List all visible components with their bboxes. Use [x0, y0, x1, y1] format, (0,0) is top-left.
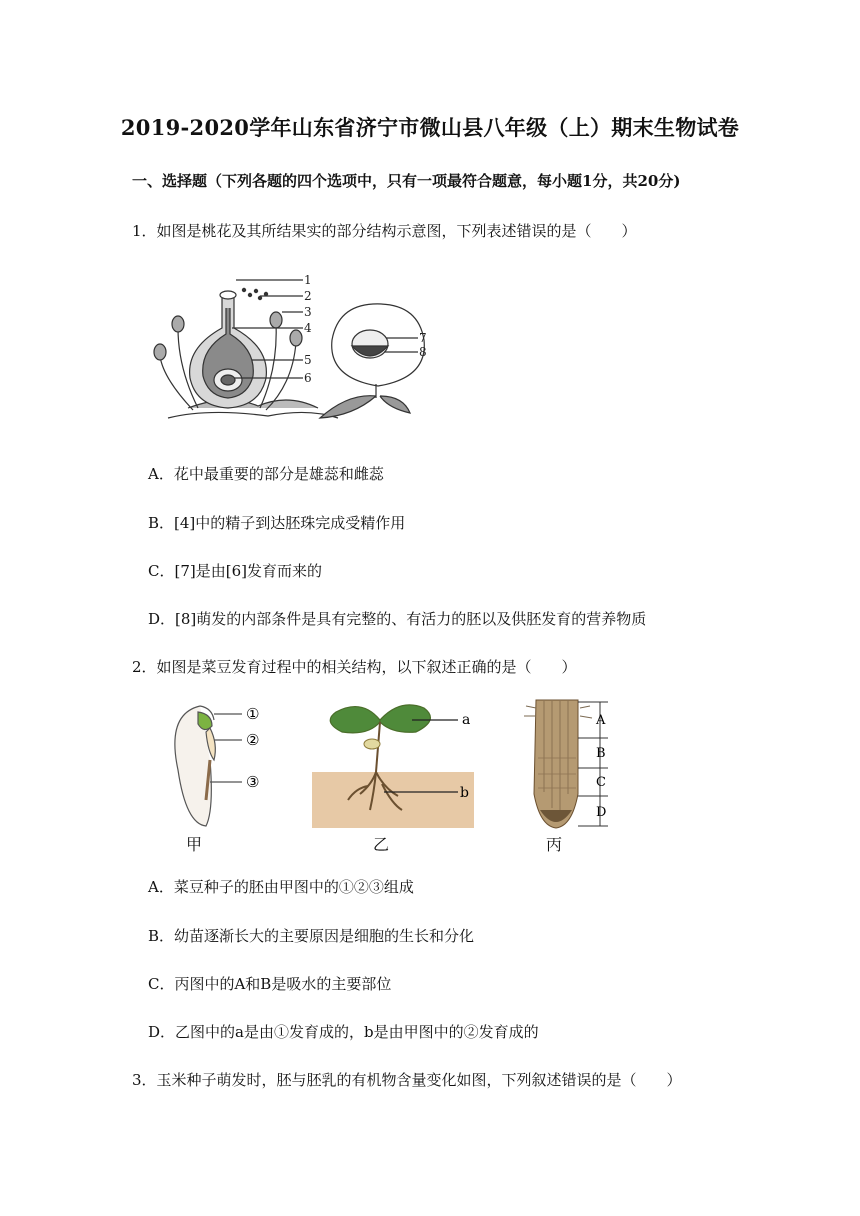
question-1-stem: 1．如图是桃花及其所结果实的部分结构示意图，下列表述错误的是（ ） — [132, 222, 637, 240]
question-2-stem: 2．如图是菜豆发育过程中的相关结构，以下叙述正确的是（ ） — [132, 658, 577, 676]
bing-label-d: D — [596, 805, 607, 820]
bing-label-b: B — [596, 746, 606, 761]
section-heading: 一、选择题（下列各题的四个选项中，只有一项最符合题意，每小题1分，共20分) — [132, 172, 681, 190]
jia-label-1: ① — [246, 705, 260, 723]
caption-jia: 甲 — [186, 835, 203, 854]
bing-label-c: C — [596, 775, 606, 790]
flower-fruit-diagram — [148, 268, 438, 428]
bean-diagram-yi — [312, 700, 482, 830]
flower-label-5: 5 — [304, 353, 312, 367]
question-3-stem: 3．玉米种子萌发时，胚与胚乳的有机物含量变化如图，下列叙述错误的是（ ） — [132, 1071, 682, 1089]
flower-label-3: 3 — [304, 305, 312, 319]
q2-option-d: D．乙图中的a是由①发育成的，b是由甲图中的②发育成的 — [148, 1023, 539, 1041]
fruit-label-7: 7 — [419, 331, 427, 345]
q1-option-b: B．[4]中的精子到达胚珠完成受精作用 — [148, 514, 406, 532]
root-tip-diagram-bing — [516, 698, 626, 832]
q2-option-b: B．幼苗逐渐长大的主要原因是细胞的生长和分化 — [148, 927, 475, 945]
flower-label-6: 6 — [304, 371, 312, 385]
q2-option-a: A．菜豆种子的胚由甲图中的①②③组成 — [148, 878, 414, 896]
yi-label-a: a — [462, 712, 471, 728]
jia-label-2: ② — [246, 731, 260, 749]
caption-bing: 丙 — [546, 835, 563, 854]
q2-option-c: C．丙图中的A和B是吸水的主要部位 — [148, 975, 392, 993]
caption-yi: 乙 — [373, 835, 390, 854]
yi-label-b: b — [460, 785, 469, 801]
bing-label-a: A — [596, 713, 606, 728]
jia-label-3: ③ — [246, 773, 260, 791]
fruit-label-8: 8 — [419, 345, 427, 359]
q1-option-d: D．[8]萌发的内部条件是具有完整的、有活力的胚以及供胚发育的营养物质 — [148, 610, 647, 628]
bean-diagram-jia — [170, 700, 280, 830]
q1-option-c: C．[7]是由[6]发育而来的 — [148, 562, 322, 580]
flower-label-2: 2 — [304, 289, 312, 303]
q1-option-a: A．花中最重要的部分是雄蕊和雌蕊 — [148, 465, 384, 483]
flower-label-1: 1 — [304, 273, 312, 287]
flower-label-4: 4 — [304, 321, 312, 335]
page-title: 2019-2020学年山东省济宁市微山县八年级（上）期末生物试卷 — [120, 115, 740, 140]
